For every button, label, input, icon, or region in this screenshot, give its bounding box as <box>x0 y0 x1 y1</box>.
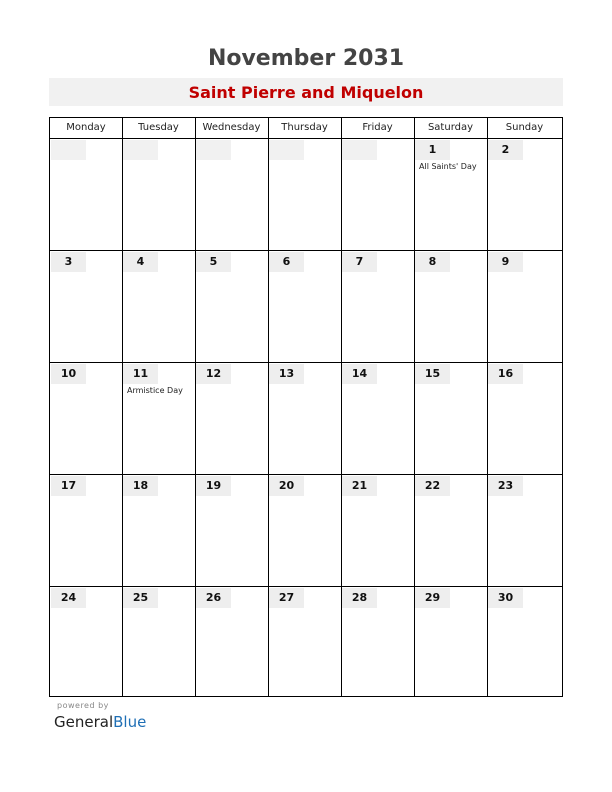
day-cell <box>487 475 562 587</box>
day-number: 19 <box>196 476 231 496</box>
day-cell <box>487 363 562 475</box>
day-cell <box>122 363 195 475</box>
day-number: 25 <box>123 588 158 608</box>
day-number: 12 <box>196 364 231 384</box>
day-number <box>51 140 86 160</box>
day-cell <box>414 363 487 475</box>
day-number: 23 <box>488 476 523 496</box>
day-cell <box>50 251 122 363</box>
day-number: 22 <box>415 476 450 496</box>
day-number: 28 <box>342 588 377 608</box>
day-cell <box>195 475 268 587</box>
weekday-header-friday: Friday <box>362 122 393 133</box>
day-number: 9 <box>488 252 523 272</box>
weekday-header-thursday: Thursday <box>281 122 328 133</box>
day-number: 16 <box>488 364 523 384</box>
day-cell <box>487 139 562 251</box>
day-cell <box>50 587 122 699</box>
day-cell <box>414 139 487 251</box>
day-number: 6 <box>269 252 304 272</box>
day-cell <box>268 251 341 363</box>
day-cell <box>341 251 414 363</box>
day-number: 8 <box>415 252 450 272</box>
day-cell <box>341 587 414 699</box>
country-bar <box>49 78 563 106</box>
day-cell <box>268 475 341 587</box>
country-name: Saint Pierre and Miquelon <box>188 83 424 102</box>
day-cell <box>268 139 341 251</box>
day-number <box>342 140 377 160</box>
day-cell <box>122 139 195 251</box>
day-cell <box>341 363 414 475</box>
day-number: 5 <box>196 252 231 272</box>
day-cell <box>122 475 195 587</box>
day-cell <box>122 587 195 699</box>
day-cell <box>487 251 562 363</box>
day-cell <box>50 475 122 587</box>
day-number: 18 <box>123 476 158 496</box>
weekday-header-saturday: Saturday <box>427 122 474 133</box>
day-number: 14 <box>342 364 377 384</box>
day-number: 24 <box>51 588 86 608</box>
day-number: 30 <box>488 588 523 608</box>
day-cell <box>487 587 562 699</box>
day-number: 2 <box>488 140 523 160</box>
day-cell <box>50 139 122 251</box>
day-number: 29 <box>415 588 450 608</box>
day-cell <box>341 139 414 251</box>
calendar-grid <box>49 117 563 697</box>
holiday-label: Armistice Day <box>127 386 183 395</box>
day-number <box>269 140 304 160</box>
day-number: 13 <box>269 364 304 384</box>
day-cell <box>414 475 487 587</box>
day-cell <box>195 251 268 363</box>
day-number: 1 <box>415 140 450 160</box>
weekday-header-row <box>50 118 562 139</box>
day-number: 4 <box>123 252 158 272</box>
day-cell <box>195 363 268 475</box>
weekday-header-monday: Monday <box>66 122 106 133</box>
calendar-title: November 2031 <box>207 46 405 71</box>
day-number: 11 <box>123 364 158 384</box>
day-cell <box>268 587 341 699</box>
day-cell <box>50 363 122 475</box>
weekday-header-tuesday: Tuesday <box>138 122 179 133</box>
brand-logo <box>54 713 146 731</box>
day-number: 27 <box>269 588 304 608</box>
day-number <box>123 140 158 160</box>
day-number: 15 <box>415 364 450 384</box>
brand-blue: Blue <box>113 713 147 731</box>
day-number: 21 <box>342 476 377 496</box>
day-cell <box>195 587 268 699</box>
day-cell <box>122 251 195 363</box>
day-cell <box>268 363 341 475</box>
day-cell <box>341 475 414 587</box>
day-number: 7 <box>342 252 377 272</box>
day-cell <box>414 587 487 699</box>
day-cell <box>195 139 268 251</box>
day-number: 3 <box>51 252 86 272</box>
holiday-label: All Saints' Day <box>419 162 477 171</box>
day-cell <box>414 251 487 363</box>
day-number: 26 <box>196 588 231 608</box>
day-number <box>196 140 231 160</box>
day-number: 10 <box>51 364 86 384</box>
brand-general: General <box>54 713 114 731</box>
weekday-header-wednesday: Wednesday <box>202 122 261 133</box>
weekday-header-sunday: Sunday <box>505 122 544 133</box>
day-number: 20 <box>269 476 304 496</box>
powered-by-text: powered by <box>57 701 109 710</box>
day-number: 17 <box>51 476 86 496</box>
